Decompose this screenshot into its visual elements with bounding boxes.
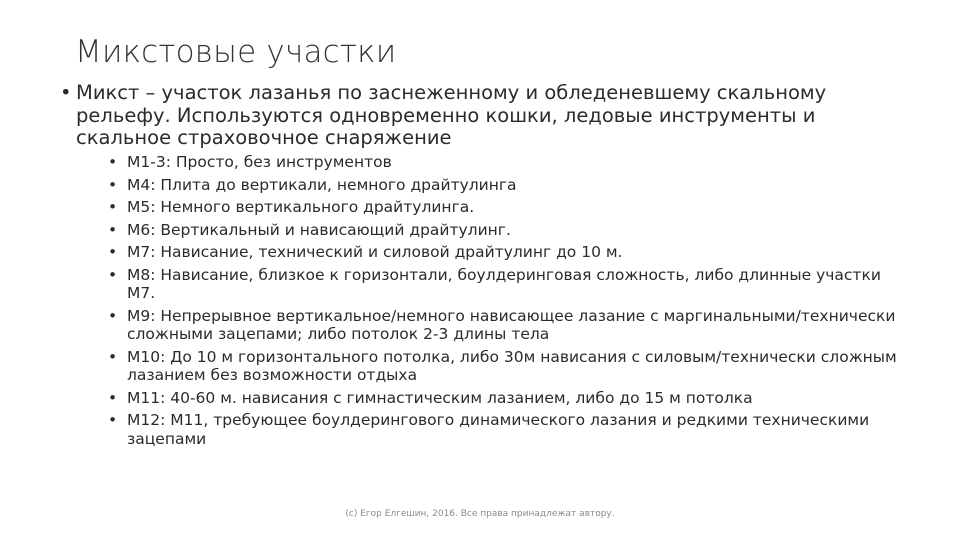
grade-text: M6: Вертикальный и нависающий драйтулинг. xyxy=(127,220,511,239)
grade-text: M1-3: Просто, без инструментов xyxy=(127,153,392,171)
grade-text: M9: Непрерывное вертикальное/немного нависающее лазание с маргинальными/технически сложными зацепами; либо потолок 2-3 длины тела xyxy=(127,306,896,343)
grade-item xyxy=(108,389,898,408)
copyright-footer: (c) Егор Елгешин, 2016. Все права принадлежат автору. xyxy=(345,509,615,519)
bullet-dot: • xyxy=(60,81,72,104)
bullet-dot: • xyxy=(108,198,118,216)
bullet-dot: • xyxy=(108,306,118,325)
bullet-dot: • xyxy=(108,411,118,429)
grade-item xyxy=(108,411,898,448)
bullet-dot: • xyxy=(108,243,118,261)
bullet-dot: • xyxy=(108,347,118,366)
grade-text: M5: Немного вертикального драйтулинга. xyxy=(127,198,475,216)
grade-text: M10: До 10 м горизонтального потолка, либо 30м нависания с силовым/технически сложным лазанием без возможности отдыха xyxy=(127,347,897,384)
bullet-dot: • xyxy=(108,388,118,407)
grade-list xyxy=(108,153,898,452)
bullet-dot: • xyxy=(108,175,118,194)
grade-item xyxy=(108,153,898,172)
bullet-dot: • xyxy=(108,153,118,171)
main-bullet-text: Микст – участок лазанья по заснеженному и обледеневшему скальному рельефу. Используются одновременно кошки, ледовые инструменты и скальное страховочное снаряжение xyxy=(76,81,827,149)
grade-item xyxy=(108,176,898,195)
grade-item xyxy=(108,221,898,240)
main-bullet xyxy=(60,82,860,150)
grade-text: M8: Нависание, близкое к горизонтали, боулдеринговая сложность, либо длинные участки М7. xyxy=(127,265,881,302)
grade-text: M11: 40-60 м. нависания с гимнастическим лазанием, либо до 15 м потолка xyxy=(127,388,753,407)
grade-text: M7: Нависание, технический и силовой драйтулинг до 10 м. xyxy=(127,243,623,261)
bullet-dot: • xyxy=(108,265,118,284)
grade-item xyxy=(108,243,898,262)
grade-text: M4: Плита до вертикали, немного драйтулинга xyxy=(127,175,517,194)
grade-item xyxy=(108,198,898,217)
grade-item xyxy=(108,266,898,303)
grade-item xyxy=(108,307,898,344)
bullet-dot: • xyxy=(108,220,118,239)
grade-item xyxy=(108,348,898,385)
grade-text: M12: M11, требующее боулдерингового динамического лазания и редкими техническими зацепами xyxy=(127,411,870,448)
slide-title: Микстовые участки xyxy=(75,34,397,70)
